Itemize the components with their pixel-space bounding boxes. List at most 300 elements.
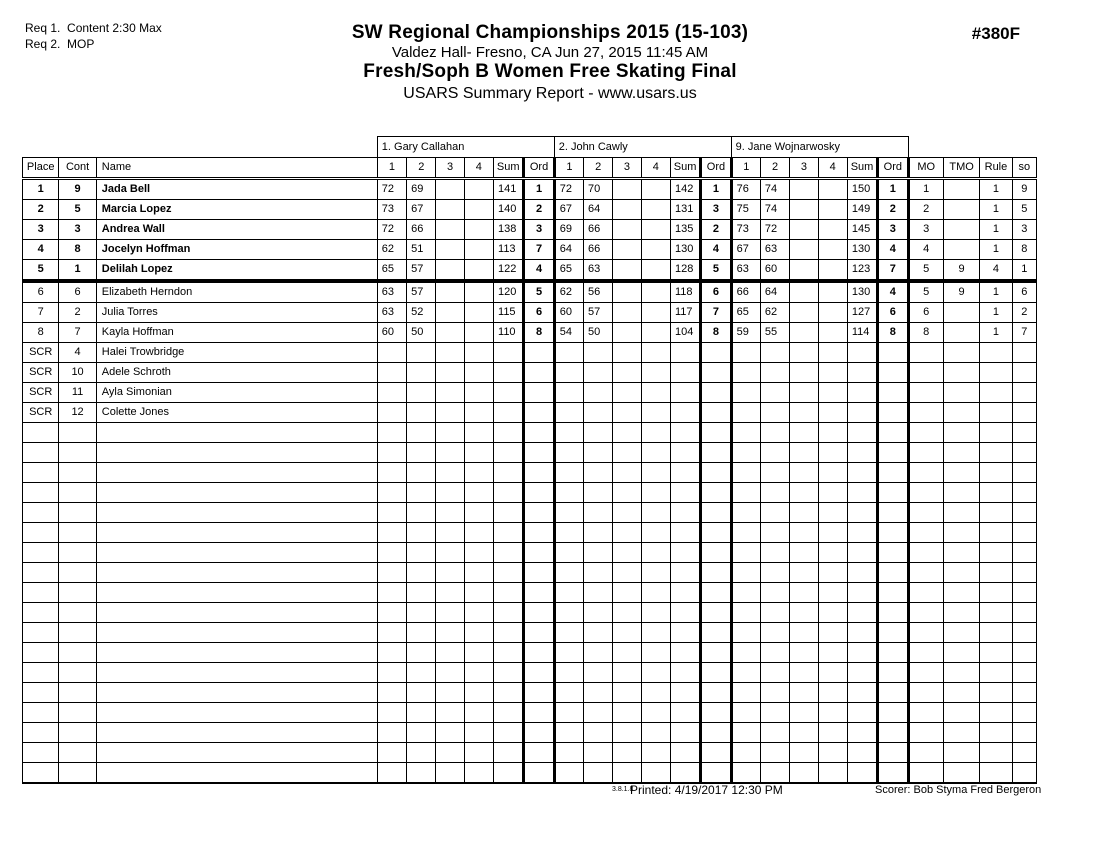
mo-cell [908, 563, 943, 583]
so-cell [1012, 343, 1036, 363]
ord-cell [524, 583, 554, 603]
score-cell [613, 483, 641, 503]
score-cell [464, 603, 493, 623]
score-cell [377, 683, 406, 703]
place-header: Place [23, 158, 59, 179]
score-cell: 65 [731, 303, 760, 323]
score-cell [464, 260, 493, 282]
score-cell [436, 343, 464, 363]
score-cell [731, 503, 760, 523]
score-cell [377, 463, 406, 483]
cont-cell: 5 [59, 200, 96, 220]
score-cell [760, 763, 789, 784]
ord-cell: 6 [878, 303, 908, 323]
sum-cell: 120 [494, 281, 524, 303]
score-cell [554, 683, 583, 703]
score-cell [731, 543, 760, 563]
ord-cell: 1 [701, 179, 731, 200]
place-cell [23, 523, 59, 543]
score-cell: 57 [407, 260, 436, 282]
score-cell [641, 743, 670, 763]
score-cell [790, 663, 818, 683]
rule-cell: 1 [980, 200, 1012, 220]
score-cell [731, 483, 760, 503]
score-cell [464, 483, 493, 503]
ord-cell [701, 743, 731, 763]
req-line-1: Req 1. Content 2:30 Max [25, 21, 162, 35]
empty-row [23, 623, 1037, 643]
result-row [23, 303, 1037, 323]
score-cell [407, 523, 436, 543]
score-cell [436, 240, 464, 260]
sum-cell: 140 [494, 200, 524, 220]
sum-cell [494, 643, 524, 663]
score-cell [464, 443, 493, 463]
mo-cell: 4 [908, 240, 943, 260]
ord-cell [878, 563, 908, 583]
score-cell [377, 563, 406, 583]
result-row [23, 281, 1037, 303]
ord-cell [524, 663, 554, 683]
score-cell [818, 703, 847, 723]
sum-cell [494, 463, 524, 483]
scorer-line: Scorer: Bob Styma Fred Bergeron [875, 784, 1042, 796]
ord-cell: 4 [701, 240, 731, 260]
score-cell [464, 683, 493, 703]
tmo-cell [943, 543, 979, 563]
score-cell [818, 643, 847, 663]
name-cell: Kayla Hoffman [96, 323, 377, 343]
score-cell [818, 383, 847, 403]
sum-cell [847, 503, 877, 523]
so-cell [1012, 383, 1036, 403]
ord-cell [878, 663, 908, 683]
ord-cell [701, 703, 731, 723]
so-cell: 5 [1012, 200, 1036, 220]
score-cell [760, 523, 789, 543]
score-cell [731, 723, 760, 743]
mo-cell [908, 583, 943, 603]
tmo-cell [943, 303, 979, 323]
place-cell: SCR [23, 343, 59, 363]
score-cell [818, 281, 847, 303]
score-cell [407, 403, 436, 423]
ord-cell [878, 503, 908, 523]
so-cell [1012, 643, 1036, 663]
sum-cell [670, 343, 700, 363]
score-cell [641, 643, 670, 663]
score-cell [790, 240, 818, 260]
column-header-row [23, 158, 1037, 179]
score-cell [407, 663, 436, 683]
score-cell [436, 583, 464, 603]
score-cell [554, 423, 583, 443]
ord-cell [878, 603, 908, 623]
sum-cell [670, 643, 700, 663]
score-col-header: 4 [818, 158, 847, 179]
score-cell: 51 [407, 240, 436, 260]
score-cell [731, 363, 760, 383]
score-cell: 60 [377, 323, 406, 343]
sum-cell [670, 423, 700, 443]
score-cell: 57 [407, 281, 436, 303]
rule-cell [980, 563, 1012, 583]
score-cell [554, 603, 583, 623]
sum-cell [494, 383, 524, 403]
score-cell [760, 563, 789, 583]
score-cell [554, 623, 583, 643]
name-cell [96, 563, 377, 583]
place-cell: 3 [23, 220, 59, 240]
sum-cell: 128 [670, 260, 700, 282]
sum-cell: 118 [670, 281, 700, 303]
sum-cell: 115 [494, 303, 524, 323]
so-cell [1012, 443, 1036, 463]
score-cell [613, 423, 641, 443]
score-cell [731, 743, 760, 763]
score-cell [554, 643, 583, 663]
cont-cell [59, 763, 96, 784]
score-cell [584, 683, 613, 703]
score-cell [464, 463, 493, 483]
score-cell [377, 503, 406, 523]
ord-cell [701, 563, 731, 583]
empty-row [23, 463, 1037, 483]
ord-cell [701, 403, 731, 423]
score-cell [613, 523, 641, 543]
ord-cell: 7 [701, 303, 731, 323]
rule-cell [980, 723, 1012, 743]
score-cell: 54 [554, 323, 583, 343]
score-cell: 62 [760, 303, 789, 323]
empty-row [23, 723, 1037, 743]
ord-cell: 4 [524, 260, 554, 282]
score-cell [613, 443, 641, 463]
score-col-header: 1 [377, 158, 406, 179]
score-cell [377, 703, 406, 723]
ord-cell [524, 523, 554, 543]
score-cell [790, 443, 818, 463]
score-cell [641, 403, 670, 423]
sum-cell [494, 363, 524, 383]
sum-cell [847, 583, 877, 603]
doc-code: #380F [971, 24, 1020, 43]
score-cell [407, 583, 436, 603]
tmo-cell [943, 200, 979, 220]
so-cell [1012, 723, 1036, 743]
rule-cell [980, 583, 1012, 603]
rule-cell [980, 523, 1012, 543]
name-cell: Ayla Simonian [96, 383, 377, 403]
score-cell [407, 563, 436, 583]
sum-cell [847, 563, 877, 583]
score-cell [377, 403, 406, 423]
ord-cell [701, 543, 731, 563]
place-cell [23, 483, 59, 503]
score-cell: 59 [731, 323, 760, 343]
empty-row [23, 763, 1037, 784]
score-cell: 75 [731, 200, 760, 220]
score-cell [818, 583, 847, 603]
score-cell: 69 [554, 220, 583, 240]
rule-cell [980, 463, 1012, 483]
sum-cell [847, 363, 877, 383]
score-cell: 67 [407, 200, 436, 220]
score-cell [407, 703, 436, 723]
ord-cell [524, 463, 554, 483]
score-cell [377, 383, 406, 403]
rule-cell [980, 703, 1012, 723]
venue-line: Valdez Hall- Fresno, CA Jun 27, 2015 11:45 AM [391, 44, 709, 61]
score-cell [464, 763, 493, 784]
score-cell [436, 303, 464, 323]
ord-cell [701, 503, 731, 523]
so-cell [1012, 683, 1036, 703]
ord-cell [701, 723, 731, 743]
score-cell [464, 663, 493, 683]
place-cell: 8 [23, 323, 59, 343]
cont-cell: 3 [59, 220, 96, 240]
score-cell [554, 443, 583, 463]
sum-cell: 130 [670, 240, 700, 260]
so-cell: 8 [1012, 240, 1036, 260]
score-cell [613, 583, 641, 603]
sum-cell: 123 [847, 260, 877, 282]
score-cell [790, 623, 818, 643]
ord-cell [524, 743, 554, 763]
rule-cell [980, 663, 1012, 683]
score-cell [641, 423, 670, 443]
score-cell [464, 240, 493, 260]
judge-2-header: 2. John Cawly [554, 137, 731, 158]
tmo-cell [943, 643, 979, 663]
score-cell [818, 543, 847, 563]
score-cell [584, 423, 613, 443]
rule-cell: 1 [980, 220, 1012, 240]
score-cell [584, 623, 613, 643]
score-cell [584, 543, 613, 563]
score-cell [641, 303, 670, 323]
score-col-header: 4 [464, 158, 493, 179]
name-cell: Jada Bell [96, 179, 377, 200]
rule-cell: 4 [980, 260, 1012, 282]
score-cell [436, 563, 464, 583]
so-cell [1012, 523, 1036, 543]
score-cell [464, 281, 493, 303]
score-cell: 65 [377, 260, 406, 282]
rule-cell [980, 543, 1012, 563]
place-cell [23, 763, 59, 784]
score-cell [641, 623, 670, 643]
score-cell [584, 503, 613, 523]
score-cell [731, 383, 760, 403]
score-cell [464, 423, 493, 443]
score-cell: 65 [554, 260, 583, 282]
mo-cell [908, 503, 943, 523]
tmo-cell [943, 403, 979, 423]
score-cell [613, 260, 641, 282]
score-cell [584, 523, 613, 543]
sum-cell: 149 [847, 200, 877, 220]
cont-cell [59, 723, 96, 743]
so-cell [1012, 623, 1036, 643]
mo-cell [908, 763, 943, 784]
rule-cell [980, 403, 1012, 423]
name-cell [96, 643, 377, 663]
sum-cell [670, 583, 700, 603]
sum-cell [670, 663, 700, 683]
ord-cell [878, 403, 908, 423]
tmo-cell [943, 383, 979, 403]
name-cell: Andrea Wall [96, 220, 377, 240]
name-cell [96, 743, 377, 763]
cont-cell [59, 703, 96, 723]
score-cell: 72 [377, 220, 406, 240]
ord-cell [701, 683, 731, 703]
name-cell [96, 423, 377, 443]
name-cell [96, 763, 377, 784]
score-cell [641, 503, 670, 523]
score-cell [407, 763, 436, 784]
mo-cell [908, 743, 943, 763]
score-cell [584, 703, 613, 723]
score-cell [584, 743, 613, 763]
ord-cell [701, 483, 731, 503]
score-cell [464, 583, 493, 603]
sum-cell [847, 623, 877, 643]
sum-cell [494, 423, 524, 443]
score-cell [613, 281, 641, 303]
score-cell [790, 743, 818, 763]
score-cell [436, 423, 464, 443]
place-cell [23, 623, 59, 643]
place-cell: 2 [23, 200, 59, 220]
score-cell [818, 463, 847, 483]
score-cell [790, 543, 818, 563]
ord-cell [524, 763, 554, 784]
cont-cell: 10 [59, 363, 96, 383]
score-cell [554, 543, 583, 563]
score-cell: 50 [584, 323, 613, 343]
score-cell [613, 220, 641, 240]
tmo-cell [943, 343, 979, 363]
score-cell: 60 [760, 260, 789, 282]
tmo-col-header: TMO [943, 158, 979, 179]
score-cell [377, 343, 406, 363]
sum-cell [494, 663, 524, 683]
score-cell [641, 220, 670, 240]
tmo-cell [943, 240, 979, 260]
mo-cell [908, 463, 943, 483]
name-cell: Adele Schroth [96, 363, 377, 383]
score-cell [641, 260, 670, 282]
ord-cell [701, 583, 731, 603]
mo-cell: 5 [908, 260, 943, 282]
ord-cell [701, 463, 731, 483]
score-cell: 72 [554, 179, 583, 200]
score-cell [790, 343, 818, 363]
score-cell [407, 743, 436, 763]
so-cell [1012, 763, 1036, 784]
score-cell [464, 383, 493, 403]
score-col-header: 4 [641, 158, 670, 179]
score-col-header: 2 [760, 158, 789, 179]
place-cell: 5 [23, 260, 59, 282]
score-cell [436, 220, 464, 240]
sum-cell [494, 543, 524, 563]
score-cell [818, 323, 847, 343]
empty-row [23, 423, 1037, 443]
ord-cell [524, 383, 554, 403]
name-cell [96, 703, 377, 723]
cont-cell [59, 583, 96, 603]
place-cell [23, 423, 59, 443]
name-cell [96, 623, 377, 643]
cont-cell: 9 [59, 179, 96, 200]
sum-cell [494, 563, 524, 583]
ord-cell [524, 363, 554, 383]
score-cell [464, 303, 493, 323]
score-cell [731, 463, 760, 483]
ord-cell: 2 [701, 220, 731, 240]
cont-header: Cont [59, 158, 96, 179]
score-cell: 73 [731, 220, 760, 240]
so-cell [1012, 503, 1036, 523]
score-cell: 57 [584, 303, 613, 323]
score-cell [641, 523, 670, 543]
ord-cell [878, 683, 908, 703]
ord-cell [524, 403, 554, 423]
score-cell [641, 323, 670, 343]
empty-row [23, 523, 1037, 543]
ord-cell [701, 383, 731, 403]
score-cell [377, 643, 406, 663]
so-cell: 7 [1012, 323, 1036, 343]
score-cell [818, 423, 847, 443]
ord-cell: 6 [701, 281, 731, 303]
score-cell [377, 623, 406, 643]
score-col-header: 1 [731, 158, 760, 179]
version-stamp: 3.8.1.8 [612, 786, 634, 793]
event-title: Fresh/Soph B Women Free Skating Final [363, 61, 737, 82]
sum-col-header: Sum [670, 158, 700, 179]
rule-cell: 1 [980, 240, 1012, 260]
results-body [23, 179, 1037, 784]
tmo-cell [943, 443, 979, 463]
sum-cell [494, 623, 524, 643]
score-cell [731, 563, 760, 583]
score-cell [464, 220, 493, 240]
score-cell [464, 743, 493, 763]
sum-col-header: Sum [847, 158, 877, 179]
name-cell: Jocelyn Hoffman [96, 240, 377, 260]
report-line: USARS Summary Report - www.usars.us [403, 85, 697, 102]
rule-cell [980, 443, 1012, 463]
sum-cell: 131 [670, 200, 700, 220]
score-cell [818, 663, 847, 683]
tmo-cell [943, 523, 979, 543]
score-cell [464, 543, 493, 563]
sum-cell [847, 403, 877, 423]
score-cell [641, 683, 670, 703]
score-cell [790, 523, 818, 543]
sum-cell [670, 563, 700, 583]
empty-row [23, 443, 1037, 463]
score-cell [760, 423, 789, 443]
score-cell [641, 543, 670, 563]
mo-col-header: MO [908, 158, 943, 179]
score-cell [554, 463, 583, 483]
